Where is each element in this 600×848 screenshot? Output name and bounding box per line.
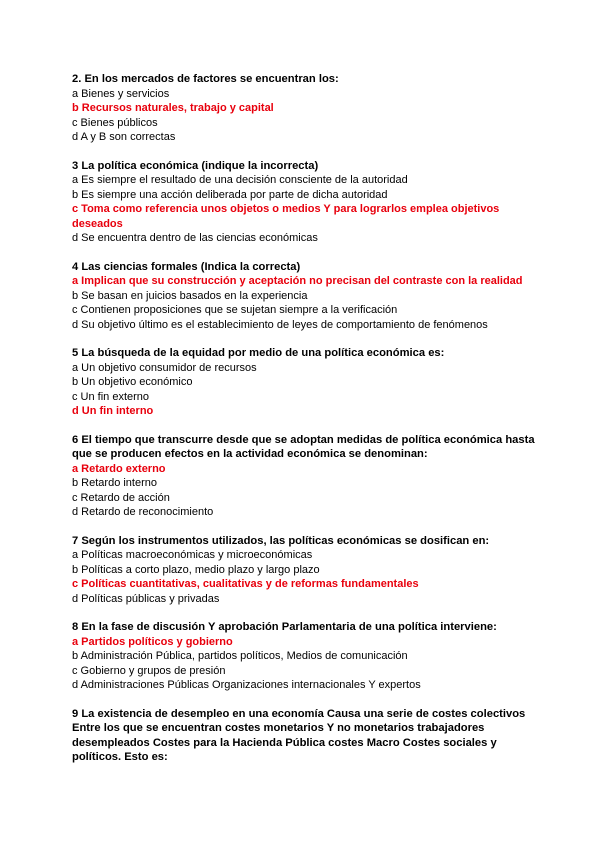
option-c-correct: c Toma como referencia unos objetos o medios Y para lograrlos emplea objetivos deseados bbox=[72, 203, 500, 230]
option-d: d Se encuentra dentro de las ciencias económicas bbox=[72, 232, 318, 244]
option-d: d Administraciones Públicas Organizaciones internacionales Y expertos bbox=[72, 679, 421, 691]
option-c: c Un fin externo bbox=[72, 390, 150, 403]
option-a: a Es siempre el resultado de una decisión consciente de la autoridad bbox=[72, 174, 408, 186]
option-c: c Contienen proposiciones que se sujetan siempre a la verificación bbox=[72, 304, 398, 316]
option-d: d Políticas públicas y privadas bbox=[72, 592, 220, 605]
question-title: 5 La búsqueda de la equidad por medio de una política económica es: bbox=[72, 347, 445, 359]
option-d: d A y B son correctas bbox=[72, 131, 176, 143]
question-8 bbox=[72, 620, 542, 693]
option-a: a Políticas macroeconómicas y microeconómicas bbox=[72, 549, 313, 561]
option-b: b Retardo interno bbox=[72, 477, 157, 489]
option-a: a Bienes y servicios bbox=[72, 87, 170, 100]
question-2 bbox=[72, 72, 542, 145]
option-c: c Retardo de acción bbox=[72, 491, 170, 504]
option-a-correct: a Retardo externo bbox=[72, 462, 166, 475]
option-b: b Políticas a corto plazo, medio plazo y largo plazo bbox=[72, 563, 320, 576]
option-d: d Retardo de reconocimiento bbox=[72, 506, 214, 518]
question-5 bbox=[72, 346, 542, 419]
option-b: b Se basan en juicios basados en la experiencia bbox=[72, 289, 308, 302]
document-page bbox=[72, 72, 542, 779]
option-b: b Administración Pública, partidos políticos, Medios de comunicación bbox=[72, 650, 408, 662]
question-title: 6 El tiempo que transcurre desde que se adoptan medidas de política económica hasta que se producen efectos en la actividad económica se denominan: bbox=[72, 433, 535, 460]
question-title: 4 Las ciencias formales (Indica la correcta) bbox=[72, 260, 301, 273]
option-c-correct: c Políticas cuantitativas, cualitativas y de reformas fundamentales bbox=[72, 578, 419, 590]
option-a-correct: a Implican que su construcción y aceptación no precisan del contraste con la realidad bbox=[72, 275, 523, 287]
option-a-correct: a Partidos políticos y gobierno bbox=[72, 635, 233, 648]
question-6 bbox=[72, 433, 542, 520]
question-4 bbox=[72, 260, 542, 333]
option-b: b Un objetivo económico bbox=[72, 376, 193, 388]
option-b-correct: b Recursos naturales, trabajo y capital bbox=[72, 102, 274, 114]
option-c: c Bienes públicos bbox=[72, 116, 158, 129]
question-7 bbox=[72, 534, 542, 607]
question-title: 9 La existencia de desempleo en una economía Causa una serie de costes colectivos Entre los que se encuentran costes monetarios Y no monetarios trabajadores desempleados Costes para la Hacienda Pública costes Macro Costes sociales y políticos. Esto es: bbox=[72, 707, 526, 763]
option-a: a Un objetivo consumidor de recursos bbox=[72, 361, 257, 374]
question-title: 3 La política económica (indique la incorrecta) bbox=[72, 159, 319, 172]
option-d: d Su objetivo último es el establecimiento de leyes de comportamiento de fenómenos bbox=[72, 318, 488, 331]
question-3 bbox=[72, 159, 542, 246]
option-c: c Gobierno y grupos de presión bbox=[72, 664, 226, 677]
option-d-correct: d Un fin interno bbox=[72, 405, 154, 417]
question-title: 7 Según los instrumentos utilizados, las políticas económicas se dosifican en: bbox=[72, 534, 490, 547]
question-title: 8 En la fase de discusión Y aprobación Parlamentaria de una política interviene: bbox=[72, 621, 497, 633]
option-b: b Es siempre una acción deliberada por parte de dicha autoridad bbox=[72, 188, 388, 201]
question-9 bbox=[72, 707, 542, 765]
question-title: 2. En los mercados de factores se encuentran los: bbox=[72, 73, 339, 85]
